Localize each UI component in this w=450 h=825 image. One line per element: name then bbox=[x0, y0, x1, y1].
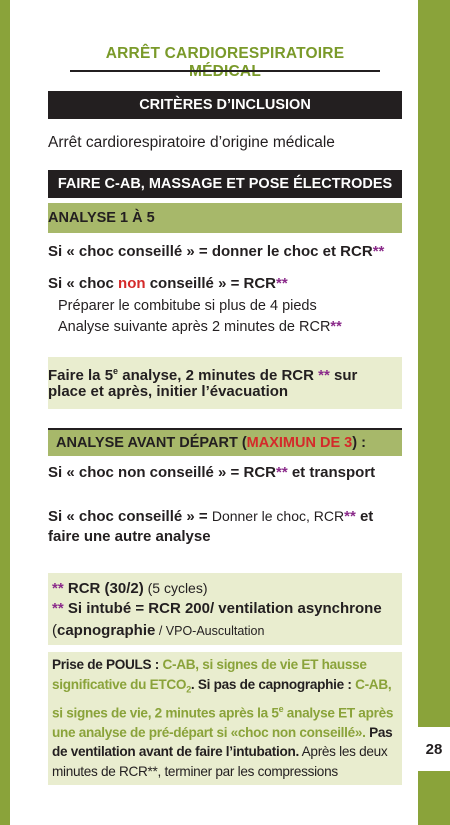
depart-no-shock-a: Si « choc non conseillé » = RCR bbox=[48, 464, 276, 481]
inclusion-text: Arrêt cardiorespiratoire d’origine médicale bbox=[48, 134, 335, 151]
analyse-1-5-heading-text: ANALYSE 1 À 5 bbox=[48, 210, 155, 226]
right-border bbox=[418, 0, 450, 825]
page-title: ARRÊT CARDIORESPIRATOIRE bbox=[105, 45, 345, 62]
fifth-a: Faire la 5 bbox=[48, 367, 114, 384]
fifth-c: sur bbox=[329, 367, 358, 384]
vpo-auscultation: / VPO-Auscultation bbox=[155, 624, 265, 638]
depart-shock-line bbox=[48, 506, 373, 527]
rcr-line3 bbox=[52, 621, 264, 641]
depart-no-shock-line bbox=[48, 463, 375, 483]
shock-advised-line bbox=[48, 242, 384, 262]
rcr-mark: ** bbox=[318, 367, 330, 384]
pouls-no-ventilation: Pas de ventilation avant de faire l’intubation. bbox=[52, 724, 393, 760]
rcr-mark: ** bbox=[330, 319, 342, 335]
rcr-mark: ** bbox=[276, 275, 288, 292]
depart-shock-line2: faire une autre analyse bbox=[48, 528, 211, 545]
capnographie-label: capnographie bbox=[57, 622, 156, 639]
rcr-line1 bbox=[52, 578, 208, 599]
rcr-mark: ** bbox=[372, 243, 385, 260]
shock-not-advised-a: Si « choc bbox=[48, 275, 119, 292]
rcr-mark: ** bbox=[275, 464, 288, 481]
pouls-green-sup: e bbox=[278, 703, 284, 714]
rcr-ratio: RCR (30/2) bbox=[63, 580, 144, 597]
pouls-note bbox=[52, 655, 402, 781]
depart-shock-b: Donner le choc, RCR bbox=[211, 508, 345, 524]
rcr-line3-a: ( bbox=[52, 622, 57, 639]
rcr-mark: ** bbox=[52, 600, 64, 617]
pouls-final: Après les deux minutes de RCR**, terminer par les compressions bbox=[52, 744, 388, 779]
fifth-analysis-line2: place et après, initier l’évacuation bbox=[48, 383, 289, 400]
intubated-rcr: Si intubé = RCR 200/ ventilation asynchrone bbox=[63, 600, 382, 617]
maximum-label: MAXIMUN DE 3 bbox=[246, 435, 353, 451]
depart-no-shock-b: et transport bbox=[287, 464, 376, 481]
rcr-line2 bbox=[52, 599, 382, 619]
title-divider bbox=[70, 70, 380, 72]
page-number: 28 bbox=[418, 727, 450, 771]
rcr-mark: ** bbox=[344, 508, 356, 525]
pouls-no-capno: . Si pas de capnographie : bbox=[190, 676, 356, 692]
next-analysis-text: Analyse suivante après 2 minutes de RCR bbox=[58, 319, 331, 335]
etco2-subscript: 2 bbox=[186, 684, 191, 695]
fifth-sup: e bbox=[113, 366, 119, 376]
avant-depart-b: ) : bbox=[352, 435, 366, 451]
shock-not-advised-line bbox=[48, 274, 288, 294]
combitube-note: Préparer le combitube si plus de 4 pieds bbox=[58, 298, 317, 314]
pouls-label: Prise de POULS : bbox=[52, 657, 163, 672]
shock-not-advised-b: conseillé » = RCR bbox=[145, 275, 276, 292]
shock-advised-text: Si « choc conseillé » = donner le choc et RCR bbox=[48, 243, 373, 260]
pouls-green-1: C-AB, si signes de vie ET hausse significative du ETCO bbox=[52, 657, 367, 692]
left-border bbox=[0, 0, 10, 825]
inclusion-heading: CRITÈRES D’INCLUSION bbox=[48, 91, 402, 119]
depart-shock-c: et bbox=[355, 508, 374, 525]
analyse-1-5-heading bbox=[48, 203, 402, 233]
avant-depart-a: ANALYSE AVANT DÉPART ( bbox=[56, 435, 247, 451]
depart-shock-a: Si « choc conseillé » = bbox=[48, 508, 212, 525]
pouls-green-2b: analyse ET après une analyse de pré-départ si «choc non conseillé». bbox=[52, 705, 394, 740]
rcr-cycles: (5 cycles) bbox=[143, 580, 208, 596]
avant-depart-heading bbox=[48, 428, 402, 456]
procedure-heading: FAIRE C-AB, MASSAGE ET POSE ÉLECTRODES bbox=[48, 170, 402, 198]
pouls-green-2a: C-AB, si signes de vie, 2 minutes après la 5 bbox=[52, 676, 392, 721]
rcr-mark: ** bbox=[52, 580, 64, 597]
next-analysis-note bbox=[58, 317, 342, 338]
fifth-b: analyse, 2 minutes de RCR bbox=[118, 367, 319, 384]
non-word: non bbox=[118, 275, 146, 292]
